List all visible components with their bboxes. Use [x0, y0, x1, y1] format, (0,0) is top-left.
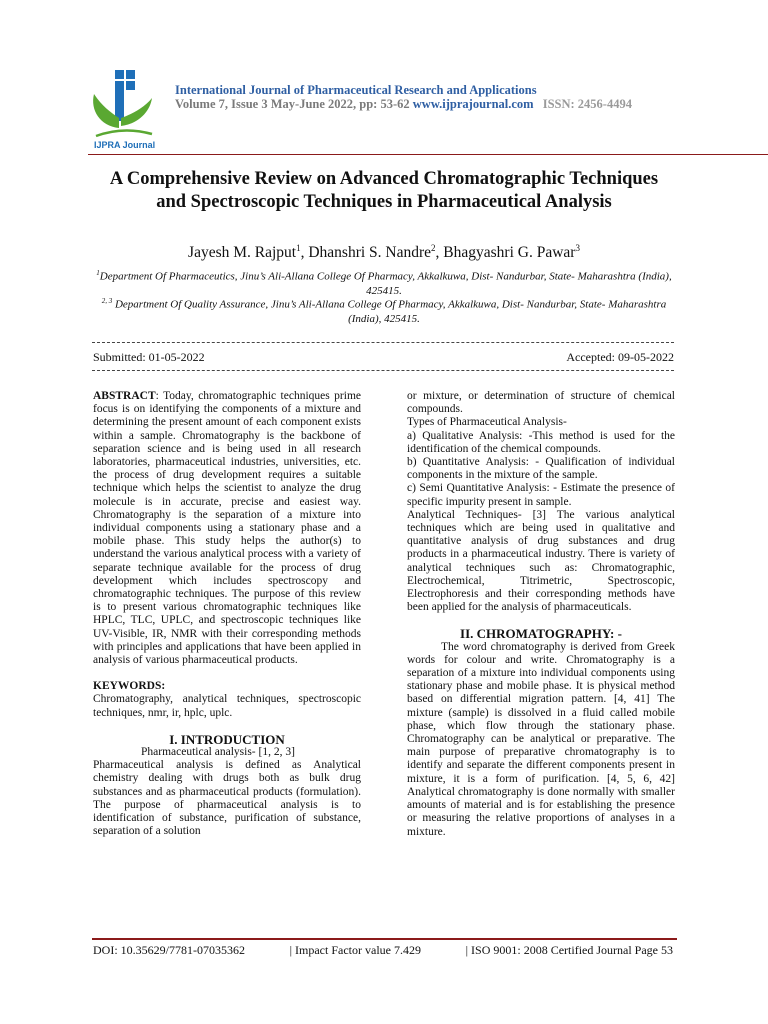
intro-subheading: Pharmaceutical analysis- [1, 2, 3]: [141, 746, 295, 759]
type-qualitative: a) Qualitative Analysis: -This method is used for the identification of the chemical compounds.: [407, 429, 675, 455]
left-column: [93, 390, 361, 839]
submission-dates: [93, 350, 674, 365]
doi: DOI: 10.35629/7781-07035362: [93, 943, 245, 957]
author-sep: ,: [435, 244, 444, 262]
affiliation-2: [92, 294, 676, 326]
chromatography-text: The word chromatography is derived from Greek words for colour and write. Chromatography is a separation of a mixture into individual components using stationary phase and mobile phase. It is physical method based on differential migration pattern. [4, 41] The mixture (sample) is dissolved in a fluid called mobile phase, which flow through the stationary phase. Chromatography can be analytical or preparative. The main purpose of preparative chromatography is to identify and separate the different components present in mixture, it is a form of purification. [4, 5, 6, 42] Analytical chromatography is done normally with smaller amounts of material and is for establishing the presence or measuring the relative proportions of analyses in a mixture.: [407, 640, 675, 838]
accepted-date: Accepted: 09-05-2022: [566, 350, 674, 364]
author-name: Dhanshri S. Nandre: [308, 244, 432, 262]
journal-website-link[interactable]: www.ijprajournal.com: [412, 97, 534, 111]
affiliation-sup: 1: [96, 269, 100, 277]
page-footer: [93, 943, 673, 958]
authors-line: [88, 243, 680, 262]
intro-heading: I. INTRODUCTION: [169, 731, 285, 747]
logo-label: IJPRA Journal: [94, 140, 156, 150]
journal-logo: [88, 68, 158, 152]
affiliation-text: Department Of Pharmaceutics, Jinu’s Ali-Allana College Of Pharmacy, Akkalkuwa, Dist- Nandurbar, State- Maharashtra (India), 425415.: [99, 270, 672, 297]
chromatography-heading: II. CHROMATOGRAPHY: -: [460, 626, 622, 642]
dashed-divider: [92, 370, 674, 371]
issn: ISSN: 2456-4494: [542, 97, 632, 111]
header-rule: [88, 154, 768, 155]
type-semi-quantitative: c) Semi Quantitative Analysis: - Estimate the presence of specific impurity present in sample.: [407, 482, 675, 508]
abstract: [93, 390, 361, 667]
author-sup: 2: [431, 243, 436, 253]
affiliation-sup: 2, 3: [101, 297, 113, 305]
abstract-text: : Today, chromatographic techniques prime focus is on identifying the components of a mixture and determining the present amount of each component exists within a sample. Chromatography is the backbone of separation science and is being used in all research laboratories, pharmaceutical industries, universities, etc. the process of drug development requires a suitable technique which helps the scientist to analyze the drug molecule is in accurate, precise and easiest way. Chromatography is the separation of a mixture into individual components using a stationary phase and a mobile phase. This study helps the author(s) to understand the various analytical process with a variety of separate technique available for the process of drug development which includes spectroscopy and chromatographic techniques. The purpose of this review is to present various chromatographic techniques like HPLC, TLC, UPLC, and spectroscopic techniques like UV-Visible, IR, NMR with their corresponding methods with principles and applications that have been applied in analysis of various pharmaceutical products.: [93, 390, 361, 667]
author-sup: 3: [575, 243, 580, 253]
submitted-date: Submitted: 01-05-2022: [93, 350, 205, 364]
volume-line: [175, 97, 735, 112]
intro-text: Pharmaceutical analysis is defined as Analytical chemistry dealing with drugs both as bulk drug substances and as pharmaceutical products (formulation). The purpose of pharmaceutical analysis is to identification of substance, purification of substance, separation of a solution: [93, 759, 361, 838]
author-sup: 1: [296, 243, 301, 253]
author-name: Jayesh M. Rajput: [188, 244, 297, 262]
author-sep: ,: [300, 244, 309, 262]
footer-rule: [92, 938, 677, 940]
paper-title: A Comprehensive Review on Advanced Chromatographic Techniques and Spectroscopic Techniques in Pharmaceutical Analysis: [109, 169, 659, 212]
author-name: Bhagyashri G. Pawar: [443, 244, 576, 262]
affiliation-text: Department Of Quality Assurance, Jinu’s Ali-Allana College Of Pharmacy, Akkalkuwa, Dist- Nandurbar, State- Maharashtra (India), 425415.: [112, 298, 667, 325]
intro-continued: or mixture, or determination of structure of chemical compounds.: [407, 390, 675, 416]
type-quantitative: b) Quantitative Analysis: - Qualification of individual components in the mixture of the sample.: [407, 456, 675, 482]
keywords-label: KEYWORDS:: [93, 680, 166, 693]
keywords-text: Chromatography, analytical techniques, spectroscopic techniques, nmr, ir, hplc, uplc.: [93, 693, 361, 719]
types-title: Types of Pharmaceutical Analysis-: [407, 416, 567, 429]
journal-header: [175, 83, 735, 112]
journal-name: International Journal of Pharmaceutical Research and Applications: [175, 83, 537, 97]
affiliation-1: [92, 266, 676, 298]
iso-page: | ISO 9001: 2008 Certified Journal Page 53: [465, 943, 673, 957]
abstract-label: ABSTRACT: [93, 390, 156, 402]
volume-info: Volume 7, Issue 3 May-June 2022, pp: 53-62: [175, 97, 410, 111]
impact-factor: | Impact Factor value 7.429: [289, 943, 421, 957]
dashed-divider: [92, 342, 674, 343]
analytical-techniques: Analytical Techniques- [3] The various analytical techniques which are being used in qualitative and quantitative analysis of drug substances and drug products in a pharmaceutical industry. There is variety of analytical techniques such as: Chromatographic, Electrochemical, Titrimetric, Spectroscopic, Electrophoresis and their corresponding methods have been applied for the analysis of pharmaceuticals.: [407, 508, 675, 614]
right-column: [407, 390, 675, 839]
